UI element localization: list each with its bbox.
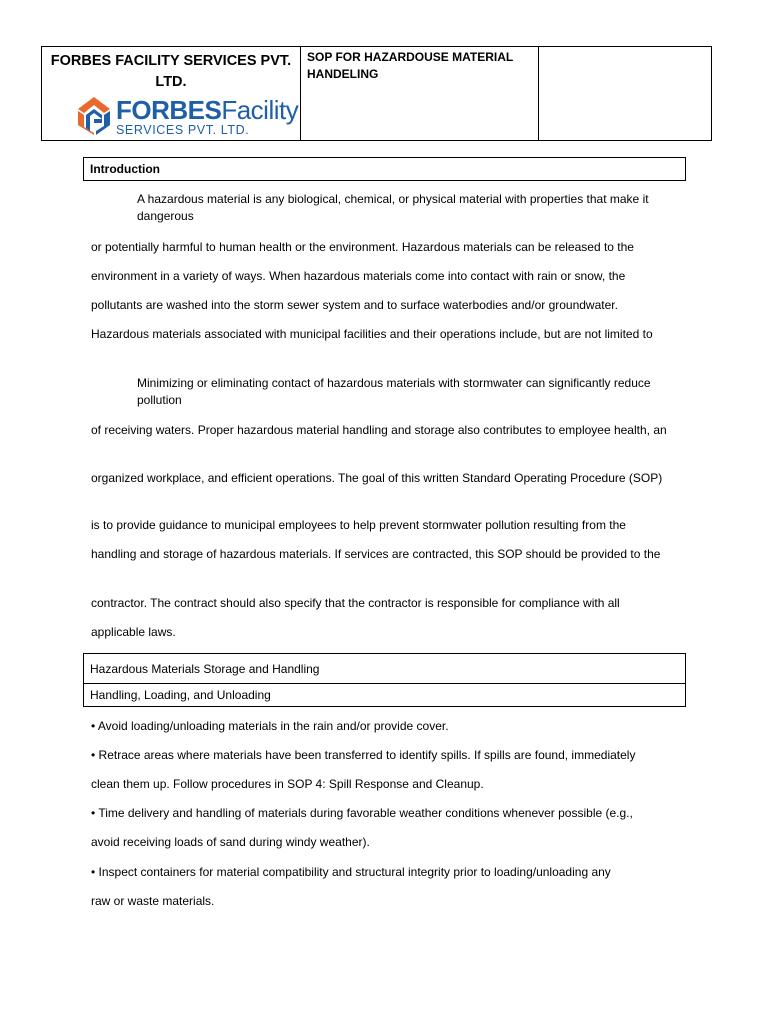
intro-paragraph-10: handling and storage of hazardous materials. If services are contracted, this SOP should be provided to the (91, 547, 661, 561)
bullet-paragraph-2: • Retrace areas where materials have been transferred to identify spills. If spills are found, immediately (91, 748, 636, 762)
bullet-paragraph-3: clean them up. Follow procedures in SOP 4: Spill Response and Cleanup. (91, 777, 484, 791)
logo-subtitle: SERVICES PVT. LTD. (116, 123, 250, 137)
intro-paragraph-2: or potentially harmful to human health or the environment. Hazardous materials can be released to the (91, 240, 634, 254)
intro-paragraph-8: organized workplace, and efficient operations. The goal of this written Standard Operating Procedure (SOP) (91, 471, 663, 485)
intro-paragraph-7: of receiving waters. Proper hazardous material handling and storage also contributes to employee health, an (91, 423, 667, 437)
introduction-heading: Introduction (83, 157, 686, 181)
intro-paragraph-3: environment in a variety of ways. When hazardous materials come into contact with rain or snow, the (91, 269, 626, 283)
intro-paragraph-6: Minimizing or eliminating contact of hazardous materials with stormwater can significantly reduce pollution (137, 376, 651, 407)
document-header-table (41, 46, 712, 141)
storage-heading: Hazardous Materials Storage and Handling (83, 653, 686, 684)
logo-title: FORBESFacility (116, 95, 299, 125)
company-name: FORBES FACILITY SERVICES PVT. LTD. (50, 53, 292, 90)
forbes-logo-mark-icon (76, 95, 112, 135)
intro-paragraph-9: is to provide guidance to municipal employees to help prevent stormwater pollution resulting from the (91, 518, 626, 532)
bullet-paragraph-6: • Inspect containers for material compatibility and structural integrity prior to loading/unloading any (91, 865, 611, 879)
company-logo (76, 95, 299, 137)
intro-paragraph-1: A hazardous material is any biological, chemical, or physical material with properties that make it dangerous (137, 192, 649, 223)
bullet-paragraph-1: • Avoid loading/unloading materials in the rain and/or provide cover. (91, 719, 449, 733)
bullet-paragraph-4: • Time delivery and handling of materials during favorable weather conditions whenever possible (e.g., (91, 806, 633, 820)
sop-title: SOP FOR HAZARDOUSE MATERIAL HANDELING (307, 50, 514, 81)
sop-title-cell (301, 47, 539, 140)
intro-paragraph-4: pollutants are washed into the storm sewer system and to surface waterbodies and/or groundwater. (91, 298, 618, 312)
bullet-paragraph-7: raw or waste materials. (91, 894, 215, 908)
loading-heading: Handling, Loading, and Unloading (83, 683, 686, 707)
company-cell (42, 47, 301, 140)
intro-paragraph-5: Hazardous materials associated with municipal facilities and their operations include, but are not limited to (91, 327, 653, 341)
intro-paragraph-11: contractor. The contract should also specify that the contractor is responsible for compliance with all (91, 596, 620, 610)
bullet-paragraph-5: avoid receiving loads of sand during windy weather). (91, 835, 370, 849)
intro-paragraph-12: applicable laws. (91, 625, 176, 639)
blank-header-cell (539, 47, 711, 140)
